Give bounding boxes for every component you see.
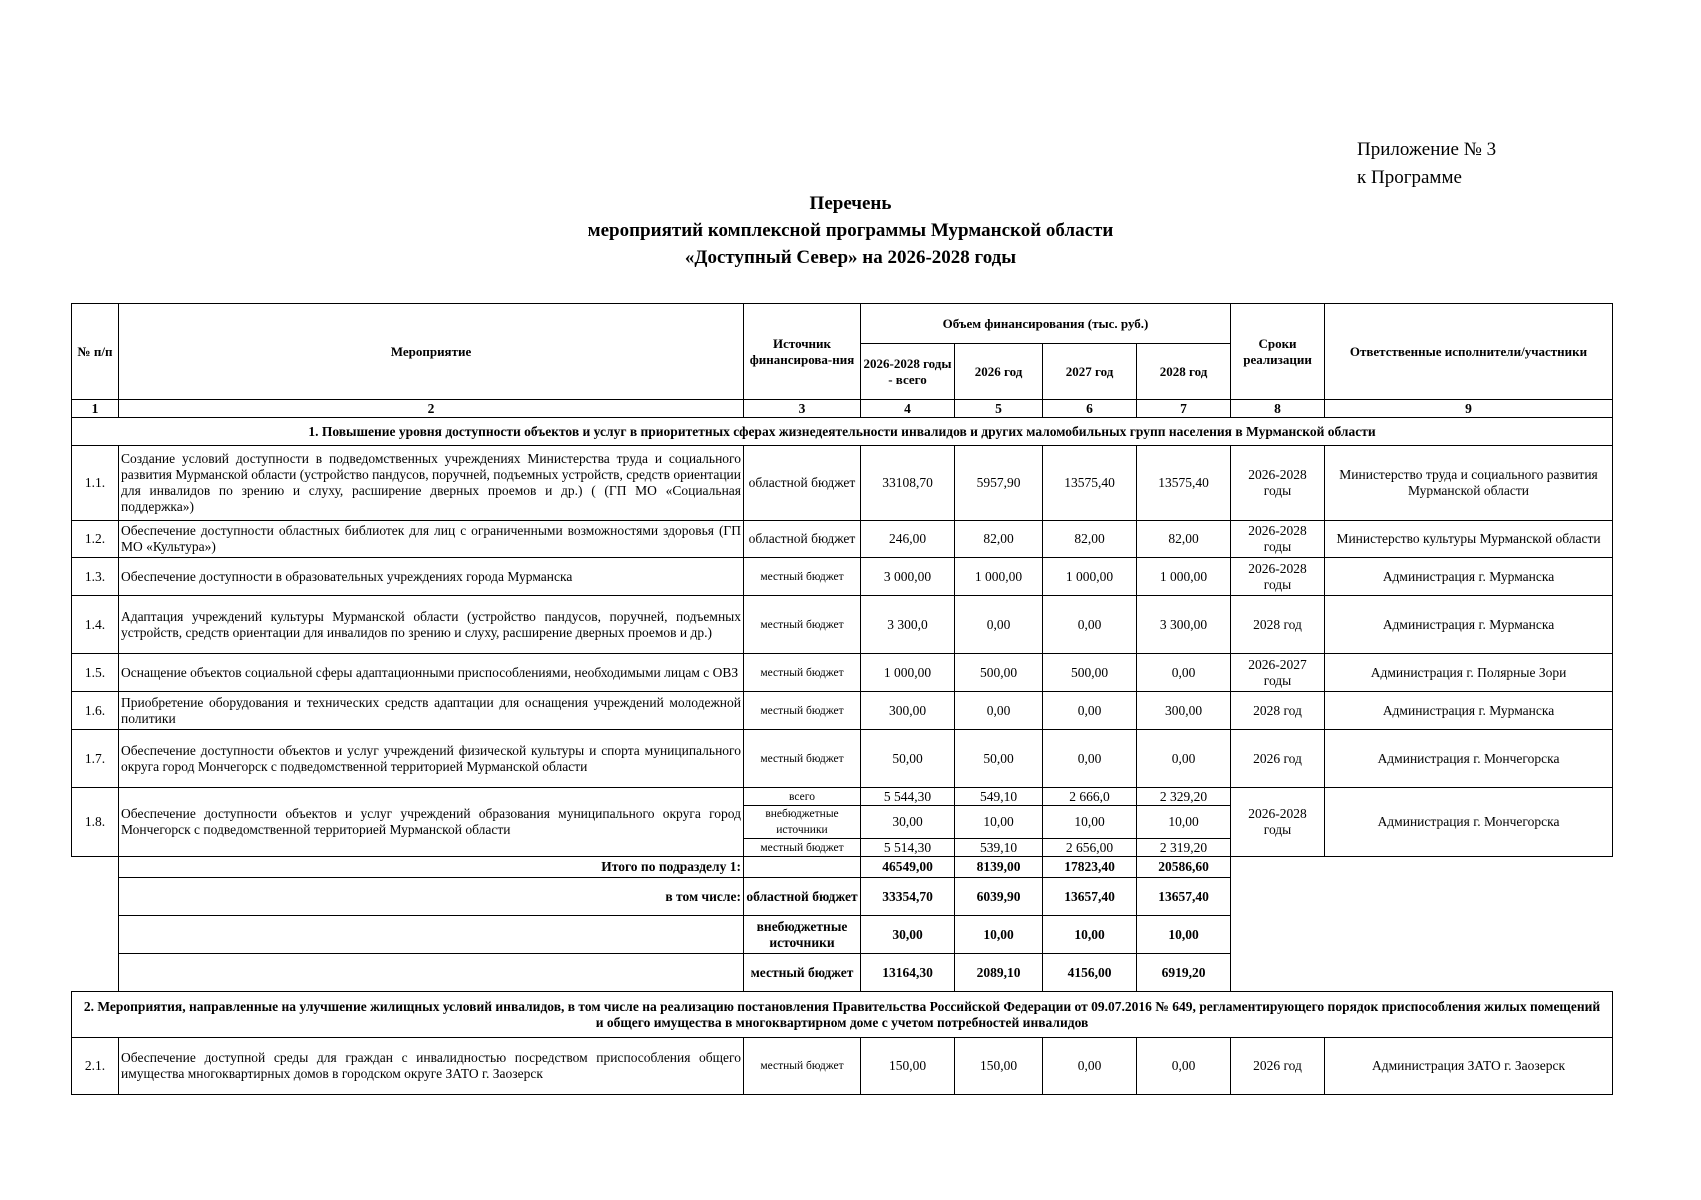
row-2027: 0,00 — [1043, 596, 1137, 654]
row-activity: Обеспечение доступности областных библиотек для лиц с ограниченными возможностями здоровья (ГП МО «Культура») — [119, 521, 744, 558]
row-activity: Обеспечение доступности в образовательных учреждениях города Мурманска — [119, 558, 744, 596]
header-row-1 — [72, 304, 1613, 344]
table-row — [72, 596, 1613, 654]
row-responsible: Администрация г. Полярные Зори — [1325, 654, 1613, 692]
row-terms: 2026-2027 годы — [1231, 654, 1325, 692]
col-number: 5 — [955, 400, 1043, 418]
subtotal-row — [72, 857, 1613, 878]
table-row — [72, 730, 1613, 788]
row-total: 5 514,30 — [861, 839, 955, 857]
row-terms: 2026 год — [1231, 730, 1325, 788]
row-total: 1 000,00 — [861, 654, 955, 692]
section-2-heading: 2. Мероприятия, направленные на улучшение жилищных условий инвалидов, в том числе на реализацию постановления Правительства Российской Федерации от 09.07.2016 № 649, регламентирующего порядок приспособления жилых помещений и общего имущества в многоквартирном доме с учетом потребностей инвалидов — [72, 992, 1613, 1038]
empty-cell — [72, 857, 119, 992]
row-2026: 539,10 — [955, 839, 1043, 857]
row-2028: 10,00 — [1137, 806, 1231, 839]
row-activity: Обеспечение доступной среды для граждан с инвалидностью посредством приспособления общего имущества многоквартирных домов в городском округе ЗАТО г. Заозерск — [119, 1038, 744, 1095]
row-2027: 13575,40 — [1043, 446, 1137, 521]
subtotal-2028: 20586,60 — [1137, 857, 1231, 878]
column-numbers-row — [72, 400, 1613, 418]
header-2027: 2027 год — [1043, 344, 1137, 400]
part-total: 13164,30 — [861, 954, 955, 992]
row-total: 300,00 — [861, 692, 955, 730]
appendix-note — [1357, 136, 1496, 192]
row-2028: 0,00 — [1137, 730, 1231, 788]
title-line-2: мероприятий комплексной программы Мурманской области — [587, 220, 1114, 241]
part-2026: 10,00 — [955, 916, 1043, 954]
row-2026: 0,00 — [955, 692, 1043, 730]
row-total: 246,00 — [861, 521, 955, 558]
empty-cell — [1231, 857, 1613, 992]
row-total: 3 300,0 — [861, 596, 955, 654]
row-num: 1.1. — [72, 446, 119, 521]
row-activity: Обеспечение доступности объектов и услуг учреждений физической культуры и спорта муниципального округа город Мончегорск с подведомственной территорией Мурманской области — [119, 730, 744, 788]
col-number: 4 — [861, 400, 955, 418]
row-total: 33108,70 — [861, 446, 955, 521]
row-source: местный бюджет — [744, 1038, 861, 1095]
part-2028: 10,00 — [1137, 916, 1231, 954]
row-2026: 1 000,00 — [955, 558, 1043, 596]
row-source: областной бюджет — [744, 446, 861, 521]
header-total: 2026-2028 годы - всего — [861, 344, 955, 400]
row-activity: Создание условий доступности в подведомственных учреждениях Министерства труда и социального развития Мурманской области (устройство пандусов, поручней, подъемных устройств, средств ориентации для инвалидов по зрению и слуху, расширение дверных проемов и др.) ( (ГП МО «Социальная поддержка») — [119, 446, 744, 521]
part-2027: 4156,00 — [1043, 954, 1137, 992]
row-2028: 0,00 — [1137, 654, 1231, 692]
part-2026: 6039,90 — [955, 878, 1043, 916]
row-num: 1.4. — [72, 596, 119, 654]
row-activity: Адаптация учреждений культуры Мурманской области (устройство пандусов, поручней, подъемных устройств, средств ориентации для инвалидов по зрению и слуху, расширение дверных проемов и др.) — [119, 596, 744, 654]
row-source: местный бюджет — [744, 839, 861, 857]
row-2028: 2 319,20 — [1137, 839, 1231, 857]
header-activity: Мероприятие — [119, 304, 744, 400]
row-2026: 150,00 — [955, 1038, 1043, 1095]
subtotal-label: Итого по подразделу 1: — [119, 857, 744, 878]
row-num: 1.5. — [72, 654, 119, 692]
row-2028: 0,00 — [1137, 1038, 1231, 1095]
header-funding: Объем финансирования (тыс. руб.) — [861, 304, 1231, 344]
subtotal-total: 46549,00 — [861, 857, 955, 878]
row-source: местный бюджет — [744, 558, 861, 596]
row-2027: 1 000,00 — [1043, 558, 1137, 596]
section-1-heading: 1. Повышение уровня доступности объектов и услуг в приоритетных сферах жизнедеятельности инвалидов и других маломобильных групп населения в Мурманской области — [72, 418, 1613, 446]
table-row — [72, 654, 1613, 692]
part-total: 33354,70 — [861, 878, 955, 916]
empty-cell — [744, 857, 861, 878]
part-source: местный бюджет — [744, 954, 861, 992]
row-terms: 2028 год — [1231, 596, 1325, 654]
row-num: 1.8. — [72, 788, 119, 857]
row-2026: 82,00 — [955, 521, 1043, 558]
row-source: местный бюджет — [744, 692, 861, 730]
col-number: 3 — [744, 400, 861, 418]
row-2026: 10,00 — [955, 806, 1043, 839]
row-responsible: Администрация ЗАТО г. Заозерск — [1325, 1038, 1613, 1095]
row-responsible: Министерство культуры Мурманской области — [1325, 521, 1613, 558]
row-source: областной бюджет — [744, 521, 861, 558]
col-number: 7 — [1137, 400, 1231, 418]
title-line-1: Перечень — [809, 193, 892, 214]
header-num: № п/п — [72, 304, 119, 400]
part-2028: 6919,20 — [1137, 954, 1231, 992]
part-source: внебюджетные источники — [744, 916, 861, 954]
row-2027: 2 666,0 — [1043, 788, 1137, 806]
row-responsible: Администрация г. Мурманска — [1325, 692, 1613, 730]
row-source: местный бюджет — [744, 654, 861, 692]
col-number: 1 — [72, 400, 119, 418]
document-title — [0, 190, 1701, 271]
row-2027: 10,00 — [1043, 806, 1137, 839]
col-number: 2 — [119, 400, 744, 418]
table-row — [72, 788, 1613, 806]
subtotal-2026: 8139,00 — [955, 857, 1043, 878]
table-row — [72, 1038, 1613, 1095]
row-activity: Оснащение объектов социальной сферы адаптационными приспособлениями, необходимыми лицам с ОВЗ — [119, 654, 744, 692]
row-total: 5 544,30 — [861, 788, 955, 806]
part-2027: 13657,40 — [1043, 878, 1137, 916]
row-2027: 82,00 — [1043, 521, 1137, 558]
part-2028: 13657,40 — [1137, 878, 1231, 916]
row-2028: 1 000,00 — [1137, 558, 1231, 596]
part-2027: 10,00 — [1043, 916, 1137, 954]
row-source: местный бюджет — [744, 730, 861, 788]
row-2026: 0,00 — [955, 596, 1043, 654]
header-terms: Сроки реализации — [1231, 304, 1325, 400]
row-source: местный бюджет — [744, 596, 861, 654]
table-row — [72, 558, 1613, 596]
row-2028: 300,00 — [1137, 692, 1231, 730]
row-terms: 2026-2028 годы — [1231, 446, 1325, 521]
row-2027: 0,00 — [1043, 692, 1137, 730]
table-row — [72, 446, 1613, 521]
empty-cell — [119, 954, 744, 992]
row-2027: 2 656,00 — [1043, 839, 1137, 857]
row-terms: 2028 год — [1231, 692, 1325, 730]
col-number: 6 — [1043, 400, 1137, 418]
row-2026: 50,00 — [955, 730, 1043, 788]
row-total: 30,00 — [861, 806, 955, 839]
row-2026: 5957,90 — [955, 446, 1043, 521]
header-responsible: Ответственные исполнители/участники — [1325, 304, 1613, 400]
measures-table — [71, 303, 1613, 1095]
row-2026: 549,10 — [955, 788, 1043, 806]
row-activity: Приобретение оборудования и технических средств адаптации для оснащения учреждений молодежной политики — [119, 692, 744, 730]
section-2-row — [72, 992, 1613, 1038]
row-num: 1.3. — [72, 558, 119, 596]
row-num: 1.7. — [72, 730, 119, 788]
row-activity: Обеспечение доступности объектов и услуг учреждений образования муниципального округа город Мончегорск с подведомственной территорией Мурманской области — [119, 788, 744, 857]
row-2027: 0,00 — [1043, 730, 1137, 788]
section-1-row — [72, 418, 1613, 446]
row-terms: 2026-2028 годы — [1231, 788, 1325, 857]
row-2026: 500,00 — [955, 654, 1043, 692]
header-2026: 2026 год — [955, 344, 1043, 400]
row-responsible: Администрация г. Мончегорска — [1325, 730, 1613, 788]
part-2026: 2089,10 — [955, 954, 1043, 992]
row-total: 150,00 — [861, 1038, 955, 1095]
row-source: всего — [744, 788, 861, 806]
row-total: 50,00 — [861, 730, 955, 788]
table-row — [72, 521, 1613, 558]
row-total: 3 000,00 — [861, 558, 955, 596]
row-num: 1.2. — [72, 521, 119, 558]
including-label: в том числе: — [119, 878, 744, 916]
col-number: 9 — [1325, 400, 1613, 418]
row-2028: 3 300,00 — [1137, 596, 1231, 654]
row-terms: 2026-2028 годы — [1231, 521, 1325, 558]
row-source: внебюджетные источники — [744, 806, 861, 839]
row-2027: 0,00 — [1043, 1038, 1137, 1095]
header-2028: 2028 год — [1137, 344, 1231, 400]
subtotal-2027: 17823,40 — [1043, 857, 1137, 878]
title-line-3: «Доступный Север» на 2026-2028 годы — [684, 247, 1017, 268]
row-2027: 500,00 — [1043, 654, 1137, 692]
appendix-line-1: Приложение № 3 — [1357, 139, 1497, 160]
col-number: 8 — [1231, 400, 1325, 418]
row-2028: 2 329,20 — [1137, 788, 1231, 806]
row-num: 1.6. — [72, 692, 119, 730]
row-responsible: Администрация г. Мурманска — [1325, 596, 1613, 654]
empty-cell — [119, 916, 744, 954]
row-responsible: Администрация г. Мурманска — [1325, 558, 1613, 596]
row-terms: 2026 год — [1231, 1038, 1325, 1095]
header-source: Источник финансирова-ния — [744, 304, 861, 400]
table-row — [72, 692, 1613, 730]
row-2028: 13575,40 — [1137, 446, 1231, 521]
row-2028: 82,00 — [1137, 521, 1231, 558]
row-responsible: Администрация г. Мончегорска — [1325, 788, 1613, 857]
appendix-line-2: к Программе — [1357, 167, 1462, 188]
part-source: областной бюджет — [744, 878, 861, 916]
row-terms: 2026-2028 годы — [1231, 558, 1325, 596]
row-responsible: Министерство труда и социального развития Мурманской области — [1325, 446, 1613, 521]
row-num: 2.1. — [72, 1038, 119, 1095]
part-total: 30,00 — [861, 916, 955, 954]
